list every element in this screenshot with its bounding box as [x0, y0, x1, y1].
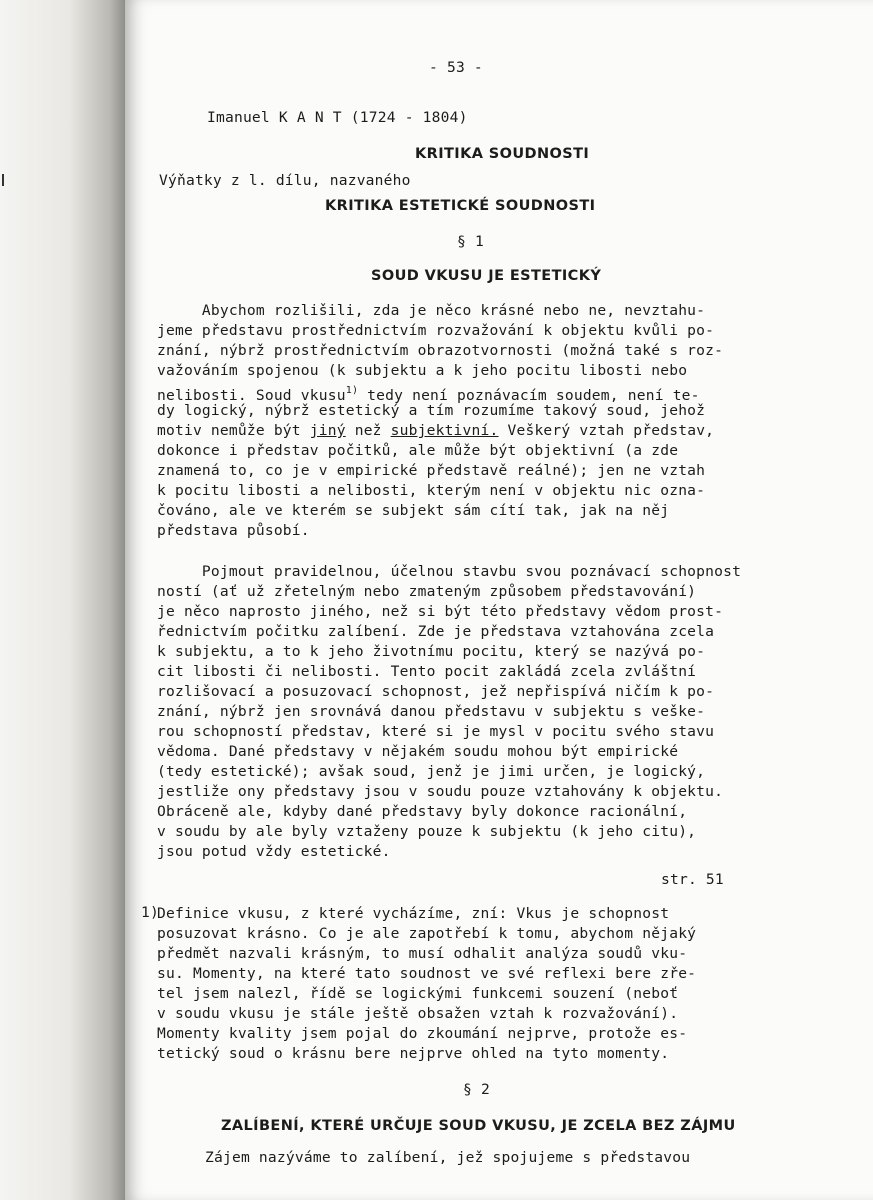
footnote-marker: 1) — [141, 904, 159, 921]
text-fragment: než — [345, 422, 391, 439]
text-line: Zájem nazýváme to zalíbení, jež spojujeme s představou — [205, 1149, 691, 1166]
book-gutter — [0, 0, 125, 1200]
text-line: (tedy estetické); avšak soud, jenž je jimi určen, je logický, — [157, 763, 706, 780]
text-line: rou schopností představ, které si je mysl v pocitu svého stavu — [157, 723, 715, 740]
footnote-reference: 1) — [345, 385, 359, 396]
text-line: v soudu by ale byly vztaženy pouze k subjektu (k jeho citu), — [157, 823, 697, 840]
text-fragment: motiv nemůže být — [157, 422, 310, 439]
text-fragment: Veškerý vztah představ, — [498, 422, 715, 439]
text-line: posuzovat krásno. Co je ale zapotřebí k tomu, abychom nějaký — [157, 925, 697, 942]
page-number: - 53 - — [429, 59, 483, 76]
text-line: tetický soud o krásnu bere nejprve ohled na tyto momenty. — [157, 1045, 670, 1062]
excerpt-note: Výňatky z l. dílu, nazvaného — [159, 172, 411, 189]
text-line: Obráceně ale, kdyby dané představy byly dokonce racionální, — [157, 803, 688, 820]
text-line: ností (ať už zřetelným nebo zmateným způsobem představování) — [157, 583, 697, 600]
text-line: Momenty kvality jsem pojal do zkoumání nejprve, protože es- — [157, 1025, 688, 1042]
text-line: k subjektu, a to k jeho životnímu pocitu, který se nazývá po- — [157, 643, 706, 660]
text-line: představa působí. — [157, 522, 310, 539]
page-title: KRITIKA SOUDNOSTI — [415, 146, 590, 162]
text-line: rozlišovací a posuzovací schopnost, jež nepřispívá ničím k po- — [157, 683, 715, 700]
text-line: Definice vkusu, z které vycházíme, zní: Vkus je schopnost — [157, 905, 670, 922]
text-line: tel jsem nalezl, řídě se logickými funkcemi souzení (neboť — [157, 985, 679, 1002]
underlined-word: subjektivní. — [390, 422, 499, 439]
text-line: čováno, ale ve kterém se subjekt sám cítí tak, jak na něj — [157, 502, 670, 519]
underlined-word: jiný — [309, 422, 346, 439]
text-line: Pojmout pravidelnou, účelnou stavbu svou poznávací schopnost — [157, 563, 742, 580]
document-page — [125, 0, 873, 1200]
text-line: předmět nazvali krásným, to musí odhalit analýza soudů vku- — [157, 945, 688, 962]
section-heading-2: ZALÍBENÍ, KTERÉ URČUJE SOUD VKUSU, JE ZCELA BEZ ZÁJMU — [221, 1118, 736, 1134]
author-line: Imanuel K A N T (1724 - 1804) — [207, 109, 468, 126]
text-line: znání, nýbrž prostřednictvím obrazotvornosti (možná také s roz- — [157, 342, 724, 359]
text-line: znání, nýbrž jen srovnává danou představu v subjektu s veške- — [157, 703, 706, 720]
text-line: dokonce i představ počitků, ale může být objektivní (a zde — [157, 442, 679, 459]
text-fragment: tedy není poznávacím soudem, není te- — [358, 387, 700, 404]
section-mark-2: § 2 — [463, 1081, 490, 1098]
text-line: vědoma. Dané představy v nějakém soudu mohou být empirické — [157, 743, 679, 760]
page-reference: str. 51 — [661, 871, 724, 888]
section-heading-1: SOUD VKUSU JE ESTETICKÝ — [371, 268, 602, 284]
text-line: je něco naprosto jiného, než si být této představy vědom prost- — [157, 603, 724, 620]
text-line: Abychom rozlišili, zda je něco krásné nebo ne, nevztahu- — [157, 302, 706, 319]
text-fragment: nelibosti. Soud vkusu — [157, 387, 346, 404]
text-line: v soudu vkusu je stále ještě obsažen vztah k rozvažování). — [157, 1005, 679, 1022]
text-line: su. Momenty, na které tato soudnost ve své reflexi bere zře- — [157, 965, 697, 982]
text-line: k pocitu libosti a nelibosti, kterým není v objektu nic ozna- — [157, 482, 706, 499]
section-mark-1: § 1 — [457, 233, 484, 250]
text-line: jeme představu prostřednictvím rozvažování k objektu kvůli po- — [157, 322, 715, 339]
subtitle: KRITIKA ESTETICKÉ SOUDNOSTI — [325, 198, 596, 214]
text-line — [157, 421, 714, 441]
text-line: jsou potud vždy estetické. — [157, 843, 391, 860]
margin-mark — [2, 174, 4, 186]
text-line: cit libosti či nelibosti. Tento pocit zakládá zcela zvláštní — [157, 663, 697, 680]
text-line: važováním spojenou (k subjektu a k jeho pocitu libosti nebo — [157, 362, 688, 379]
text-line: znamená to, co je v empirické představě reálné); jen ne vztah — [157, 462, 706, 479]
text-line: dy logický, nýbrž estetický a tím rozumíme takový soud, jehož — [157, 402, 706, 419]
text-line: jestliže ony představy jsou v soudu pouze vztahovány k objektu. — [157, 783, 724, 800]
text-line: řednictvím počitku zalíbení. Zde je představa vztahována zcela — [157, 623, 715, 640]
